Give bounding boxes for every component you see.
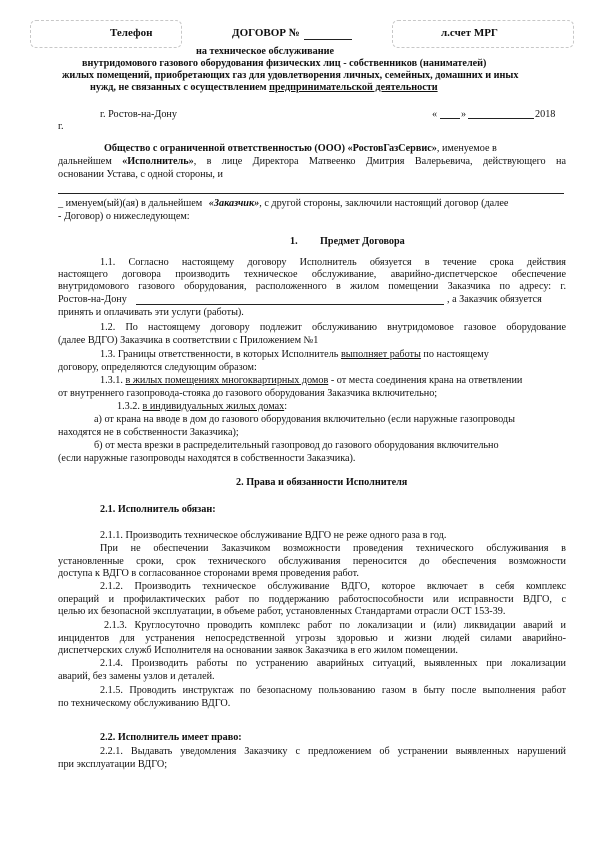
section-2-1-title: 2.1. Исполнитель обязан: xyxy=(100,504,216,515)
clause-2-1-5-line-1: 2.1.5. Проводить инструктаж по безопасному пользованию газом в быту после выполнения работ xyxy=(100,685,566,696)
customer-term: «Заказчик» xyxy=(208,198,260,209)
subtitle-line-1: на техническое обслуживание xyxy=(196,46,334,57)
contract-number-blank xyxy=(304,39,352,40)
clause-1-3-2 xyxy=(117,400,287,413)
phone-label: Телефон xyxy=(110,27,153,39)
preamble-line-1-rest: , именуемое в xyxy=(436,143,497,154)
clause-1-1-line-3: внутридомового газового оборудования, расположенного в жилом помещении Заказчика по адресу: г. xyxy=(58,281,566,292)
preamble-line-4 xyxy=(58,197,508,210)
clause-2-2-1-line-2: при эксплуатации ВДГО; xyxy=(58,759,168,770)
clause-2-1-1b-line-2: установленные сроки, срок технического обслуживания переносится до обеспечения возможности xyxy=(58,556,566,567)
clause-2-1-3-line-2: инцидентов для устранения непосредственной угрозы здоровью и жизни людей силами аварийно- xyxy=(58,633,566,644)
preamble-line-2-a: дальнейшем xyxy=(58,156,112,167)
clause-2-1-4-line-1: 2.1.4. Производить работы по устранению аварийных ситуаций, выявленных при локализации xyxy=(100,658,566,669)
preamble-line-2 xyxy=(58,155,566,168)
executor-term: «Исполнитель» xyxy=(122,156,194,167)
month-blank xyxy=(468,118,534,119)
clause-1-1-city: Ростов-на-Дону xyxy=(58,294,127,305)
preamble-line-2-c: , в лице Директора Матвеенко Дмитрия Валерьевича, действующего на xyxy=(193,156,566,167)
clause-1-3-1-underlined: в жилых помещениях многоквартирных домов xyxy=(125,375,329,386)
clause-2-1-4-line-2: аварий, без замены узлов и деталей. xyxy=(58,671,215,682)
clause-1-3-1-rest: - от места соединения крана на ответвлении xyxy=(330,375,523,386)
clause-1-3-1-line-2: от внутреннего газопровода-стояка до газового оборудования Заказчика включительно; xyxy=(58,388,438,399)
clause-1-1-line-2: настоящего договора производить техническое обслуживание, аварийно-диспетчерское обеспечение xyxy=(58,269,566,280)
section-1-title: Предмет Договора xyxy=(320,236,405,247)
clause-1-3-line-1 xyxy=(100,348,489,361)
section-1-number: 1. xyxy=(290,236,298,247)
section-2-2-title: 2.2. Исполнитель имеет право: xyxy=(100,732,242,743)
preamble-line-5: - Договор) о нижеследующем: xyxy=(58,211,190,222)
preamble-line-3: основании Устава, с одной стороны, и xyxy=(58,169,223,180)
clause-1-3-line-2: договору, определяются следующим образом: xyxy=(58,362,257,373)
clause-1-1-line-5: принять и оплачивать эти услуги (работы). xyxy=(58,307,244,318)
clause-1-3-2-number: 1.3.2. xyxy=(117,401,140,412)
clause-2-1-1: 2.1.1. Производить техническое обслуживание ВДГО не реже одного раза в год. xyxy=(100,530,447,541)
subtitle-line-2: внутридомового газового оборудования физических лиц - собственников (нанимателей) xyxy=(82,58,487,69)
date-open-quote: « xyxy=(432,109,438,120)
clause-2-1-3-line-1: 2.1.3. Круглосуточно проводить комплекс работ по локализации и (или) ликвидации аварий и xyxy=(104,620,566,631)
year: 2018 xyxy=(535,109,556,120)
preamble-line-4-a: _ именуем(ый)(ая) в дальнейшем xyxy=(58,198,203,209)
clause-1-2-line-2: (далее ВДГО) Заказчика в соответствии с Приложением №1 xyxy=(58,335,319,346)
clause-1-3-underlined: выполняет работы xyxy=(340,349,421,360)
clause-1-1-line-1: 1.1. Согласно настоящему договору Исполнитель обязуется в течение срока действия xyxy=(100,257,566,268)
clause-2-1-2-line-1: 2.1.2. Производить техническое обслуживание ВДГО, которое включает в себя комплекс xyxy=(100,581,566,592)
year-suffix: г. xyxy=(58,121,64,132)
clause-1-2-line-1: 1.2. По настоящему договору подлежит обслуживанию внутридомовое газовое оборудование xyxy=(100,322,566,333)
subtitle-line-4-underlined: предпринимательской деятельности xyxy=(269,82,438,93)
clause-2-1-3-line-3: диспетчерских служб Исполнителя на основании заявок Заказчика в его жилом помещении. xyxy=(58,645,458,656)
clause-1-1-line-4-rest: , а Заказчик обязуется xyxy=(447,294,542,305)
phone-box xyxy=(30,20,182,48)
contract-title: ДОГОВОР № xyxy=(232,27,300,39)
date-close-quote: » xyxy=(461,109,467,120)
day-blank xyxy=(440,118,460,119)
clause-2-1-1b-line-1: При не обеспечении Заказчиком возможности проведения технического обслуживания в xyxy=(100,543,566,554)
address-blank xyxy=(136,304,444,305)
clause-1-3-2-colon: : xyxy=(284,401,288,412)
company-name: Общество с ограниченной ответственностью (ООО) «РостовГазСервис» xyxy=(104,143,437,154)
subtitle-line-4 xyxy=(90,81,438,94)
clause-1-3-1-line-1 xyxy=(100,374,522,387)
customer-name-blank xyxy=(58,193,564,194)
clause-1-3-2-underlined: в индивидуальных жилых домах xyxy=(142,401,285,412)
section-2-title: 2. Права и обязанности Исполнителя xyxy=(236,477,408,488)
subtitle-line-4-prefix: нужд, не связанных с осуществлением xyxy=(90,82,267,93)
clause-a-line-1: а) от крана на вводе в дом до газового оборудования включительно (если наружные газопроводы xyxy=(94,414,515,425)
subtitle-line-3: жилых помещений, приобретающих газ для удовлетворения личных, семейных, домашних и иных xyxy=(62,70,519,81)
preamble-line-1 xyxy=(104,142,497,155)
clause-2-2-1-line-1: 2.2.1. Выдавать уведомления Заказчику с предложением об устранении выявленных нарушений xyxy=(100,746,566,757)
preamble-line-4-c: , с другой стороны, заключили настоящий договор (далее xyxy=(259,198,509,209)
clause-2-1-1b-line-3: доступа к ВДГО в согласованное сторонами время проведения работ. xyxy=(58,568,359,579)
clause-2-1-2-line-3: целью их безопасной эксплуатации, в объеме работ, установленных Стандартами отрасли ОСТ 153-39. xyxy=(58,606,506,617)
clause-1-3-c: по настоящему xyxy=(423,349,489,360)
clause-1-3-1-number: 1.3.1. xyxy=(100,375,123,386)
clause-b-line-1: б) от места врезки в распределительный газопровод до газового оборудования включительно xyxy=(94,440,499,451)
clause-2-1-2-line-2: операций и профилактических работ по поддержанию работоспособности или исправности ВДГО, с xyxy=(58,594,566,605)
city: г. Ростов-на-Дону xyxy=(100,109,177,120)
account-label: л.счет МРГ xyxy=(441,27,498,39)
clause-b-line-2: (если наружные газопроводы находятся в собственности Заказчика). xyxy=(58,453,356,464)
clause-a-line-2: находятся не в собственности Заказчика); xyxy=(58,427,239,438)
clause-1-3-a: 1.3. Границы ответственности, в которых Исполнитель xyxy=(100,349,339,360)
clause-2-1-5-line-2: по техническому обслуживанию ВДГО. xyxy=(58,698,231,709)
